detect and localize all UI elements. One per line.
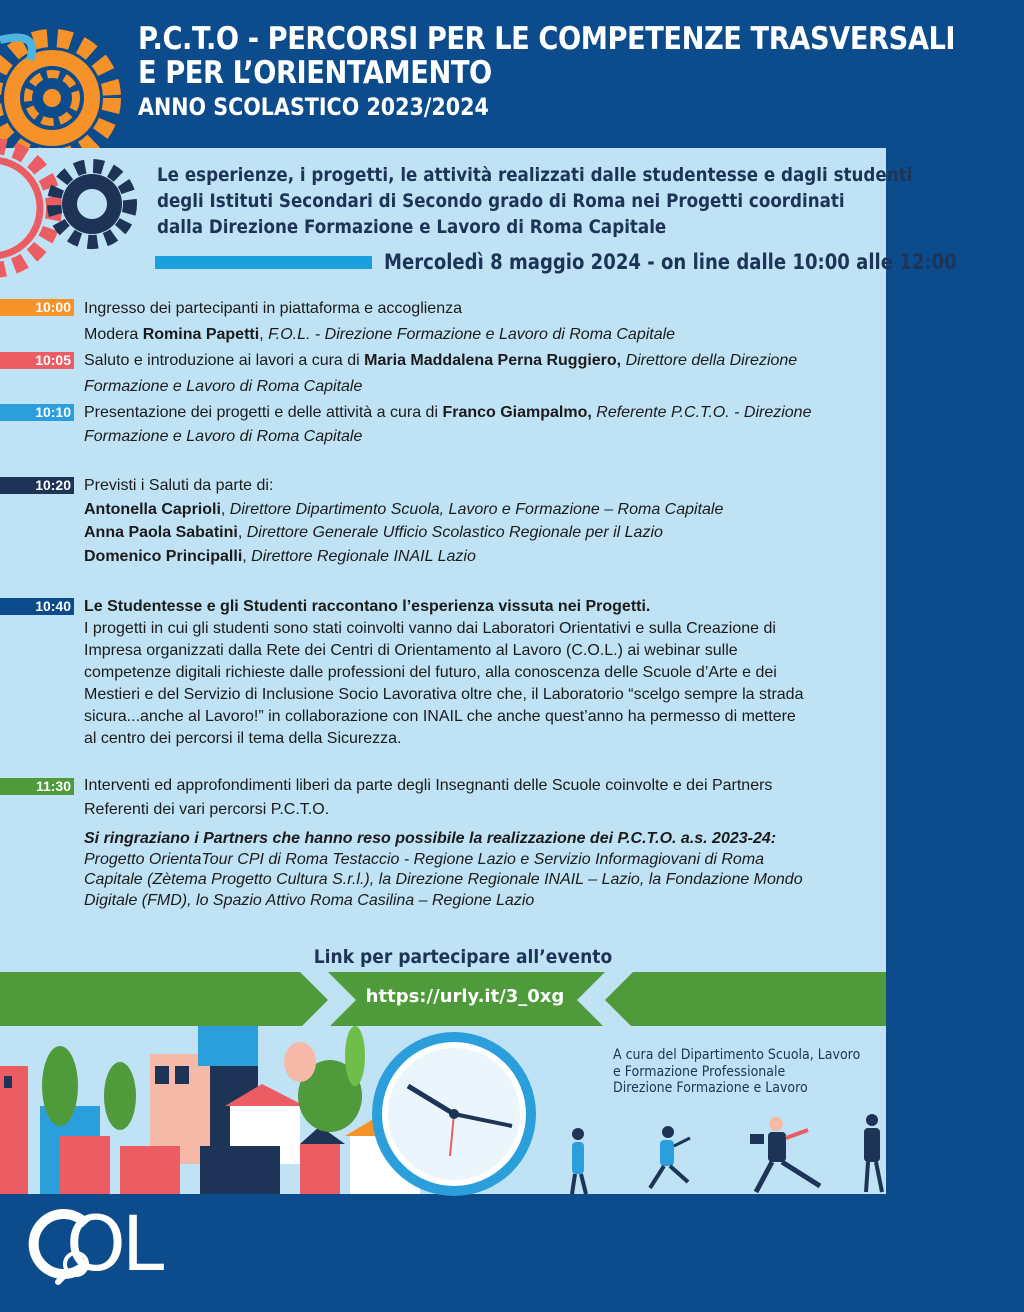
moderator-line	[84, 322, 874, 348]
agenda-item-greetings	[84, 474, 874, 568]
clock-icon	[372, 1032, 536, 1196]
time-tag-1020: 10:20	[0, 477, 74, 494]
agenda-text-continued: Referenti dei vari percorsi P.C.T.O.	[84, 800, 330, 818]
agenda-text: Interventi ed approfondimenti liberi da parte degli Insegnanti delle Scuole coinvolte e dei Partners	[84, 777, 773, 794]
thanks-heading: Si ringraziano i Partners che hanno reso possibile la realizzazione dei P.C.T.O. a.s. 2023-24:	[84, 830, 777, 847]
greeter-name: Anna Paola Sabatini	[84, 524, 238, 541]
separator: ,	[259, 326, 269, 343]
moderator-name: Romina Papetti	[142, 326, 260, 343]
agenda-item-presentation	[84, 401, 874, 449]
agenda-text: Saluto e introduzione ai lavori a cura di	[84, 352, 365, 369]
intro-line-1: Le esperienze, i progetti, le attività realizzati dalle studentesse e dagli studenti	[157, 164, 913, 186]
speaker-role-continued: Formazione e Lavoro di Roma Capitale	[84, 378, 363, 395]
greeter-role: Direttore Dipartimento Scuola, Lavoro e Formazione – Roma Capitale	[229, 500, 724, 518]
agenda-line	[84, 348, 874, 374]
credits-line: Direzione Formazione e Lavoro	[613, 1080, 808, 1096]
agenda-item-teachers	[84, 774, 874, 821]
description-line: competenze digitali richieste dalle professioni del futuro, alla conoscenza delle Scuole d’Arte e dei	[84, 664, 777, 681]
separator: ,	[242, 547, 252, 565]
greeting-row	[84, 545, 874, 569]
description-line: Impresa organizzati dalla Rete dei Centri di Orientamento al Lavoro (C.O.L.) ai webinar sulle	[84, 642, 738, 659]
intro-line-2: degli Istituti Secondari di Secondo grado di Roma nei Progetti coordinati	[157, 190, 845, 212]
description-line: al centro dei percorsi il tema della Sicurezza.	[84, 730, 402, 747]
page-title: P.C.T.O - PERCORSI PER LE COMPETENZE TRASVERSALI	[138, 21, 956, 57]
col-logo-text	[66, 1199, 161, 1288]
orange-gear-icon	[0, 38, 112, 158]
agenda-line	[84, 401, 874, 425]
moderator-prefix: Modera	[84, 326, 143, 343]
time-tag-1010: 10:10	[0, 404, 74, 421]
intro-line-3: dalla Direzione Formazione e Lavoro di Roma Capitale	[157, 216, 667, 238]
house-icon	[300, 1144, 340, 1194]
tree-icon	[104, 1062, 136, 1130]
intro-text	[157, 162, 913, 240]
event-date: Mercoledì 8 maggio 2024 - on line dalle 10:00 alle 12:00	[384, 250, 957, 274]
greeting-row	[84, 498, 874, 522]
time-tag-1040: 10:40	[0, 598, 74, 615]
partners-line: Progetto OrientaTour CPI di Roma Testaccio - Regione Lazio e Servizio Informagiovani di Roma	[84, 850, 765, 868]
moderator-role: F.O.L. - Direzione Formazione e Lavoro di Roma Capitale	[268, 326, 676, 343]
greeter-name: Antonella Caprioli	[84, 500, 221, 518]
speaker-role-continued: Formazione e Lavoro di Roma Capitale	[84, 428, 363, 445]
description-line: I progetti in cui gli studenti sono stati coinvolti vanno dai Laboratori Orientativi e sulla Creazione di	[84, 620, 776, 637]
agenda-text: Presentazione dei progetti e delle attività a cura di	[84, 404, 443, 421]
agenda-item-introduction	[84, 348, 874, 400]
partners-line: Digitale (FMD), lo Spazio Attivo Roma Casilina – Regione Lazio	[84, 891, 535, 909]
partners-thanks	[84, 829, 874, 911]
agenda-heading: Le Studentesse e gli Studenti raccontano l’esperienza vissuta nei Progetti.	[84, 598, 651, 615]
time-tag-1005: 10:05	[0, 352, 74, 369]
time-tag-1130: 11:30	[0, 778, 74, 795]
logo-text: OL	[66, 1199, 161, 1288]
school-year: ANNO SCOLASTICO 2023/2024	[138, 93, 489, 121]
agenda-item-welcome	[84, 296, 874, 348]
speaker-name: Franco Giampalmo,	[442, 404, 592, 421]
speaker-role: Direttore della Direzione	[621, 352, 798, 369]
agenda-text: Previsti i Saluti da parte di:	[84, 477, 274, 494]
agenda-item-students	[84, 596, 874, 750]
speaker-name: Maria Maddalena Perna Ruggiero,	[364, 352, 622, 369]
page-title-continued: E PER L’ORIENTAMENTO	[138, 55, 492, 91]
greeting-row	[84, 521, 874, 545]
greeter-role: Direttore Generale Ufficio Scolastico Regionale per il Lazio	[246, 524, 663, 541]
speaker-role: Referente P.C.T.O. - Direzione	[591, 404, 812, 421]
event-link[interactable]: https://urly.it/3_0xg	[365, 986, 565, 1007]
date-accent-bar	[155, 256, 372, 269]
partners-line: Capitale (Zètema Progetto Cultura S.r.l.), la Direzione Regionale INAIL – Lazio, la Fondazione Mondo	[84, 871, 803, 888]
credits	[613, 1047, 860, 1097]
description-line: Mestieri e del Servizio di Inclusione Socio Lavorativa oltre che, il Laboratorio “scelgo sempre la strada	[84, 686, 804, 703]
agenda-text: Ingresso dei partecipanti in piattaforma e accoglienza	[84, 300, 462, 317]
separator: ,	[237, 524, 247, 541]
link-title: Link per partecipare all’evento	[313, 946, 613, 968]
tree-icon	[42, 1046, 78, 1126]
separator: ,	[220, 500, 230, 518]
greeter-name: Domenico Principalli	[84, 547, 243, 565]
header	[138, 22, 1024, 122]
greeter-role: Direttore Regionale INAIL Lazio	[251, 547, 476, 565]
time-tag-1000: 10:00	[0, 299, 74, 316]
credits-line: e Formazione Professionale	[613, 1063, 786, 1080]
credits-line: A cura del Dipartimento Scuola, Lavoro	[613, 1047, 861, 1063]
description-line: sicura...anche al Lavoro!” in collaborazione con INAIL che anche quest’anno ha permesso di mettere	[84, 708, 796, 725]
